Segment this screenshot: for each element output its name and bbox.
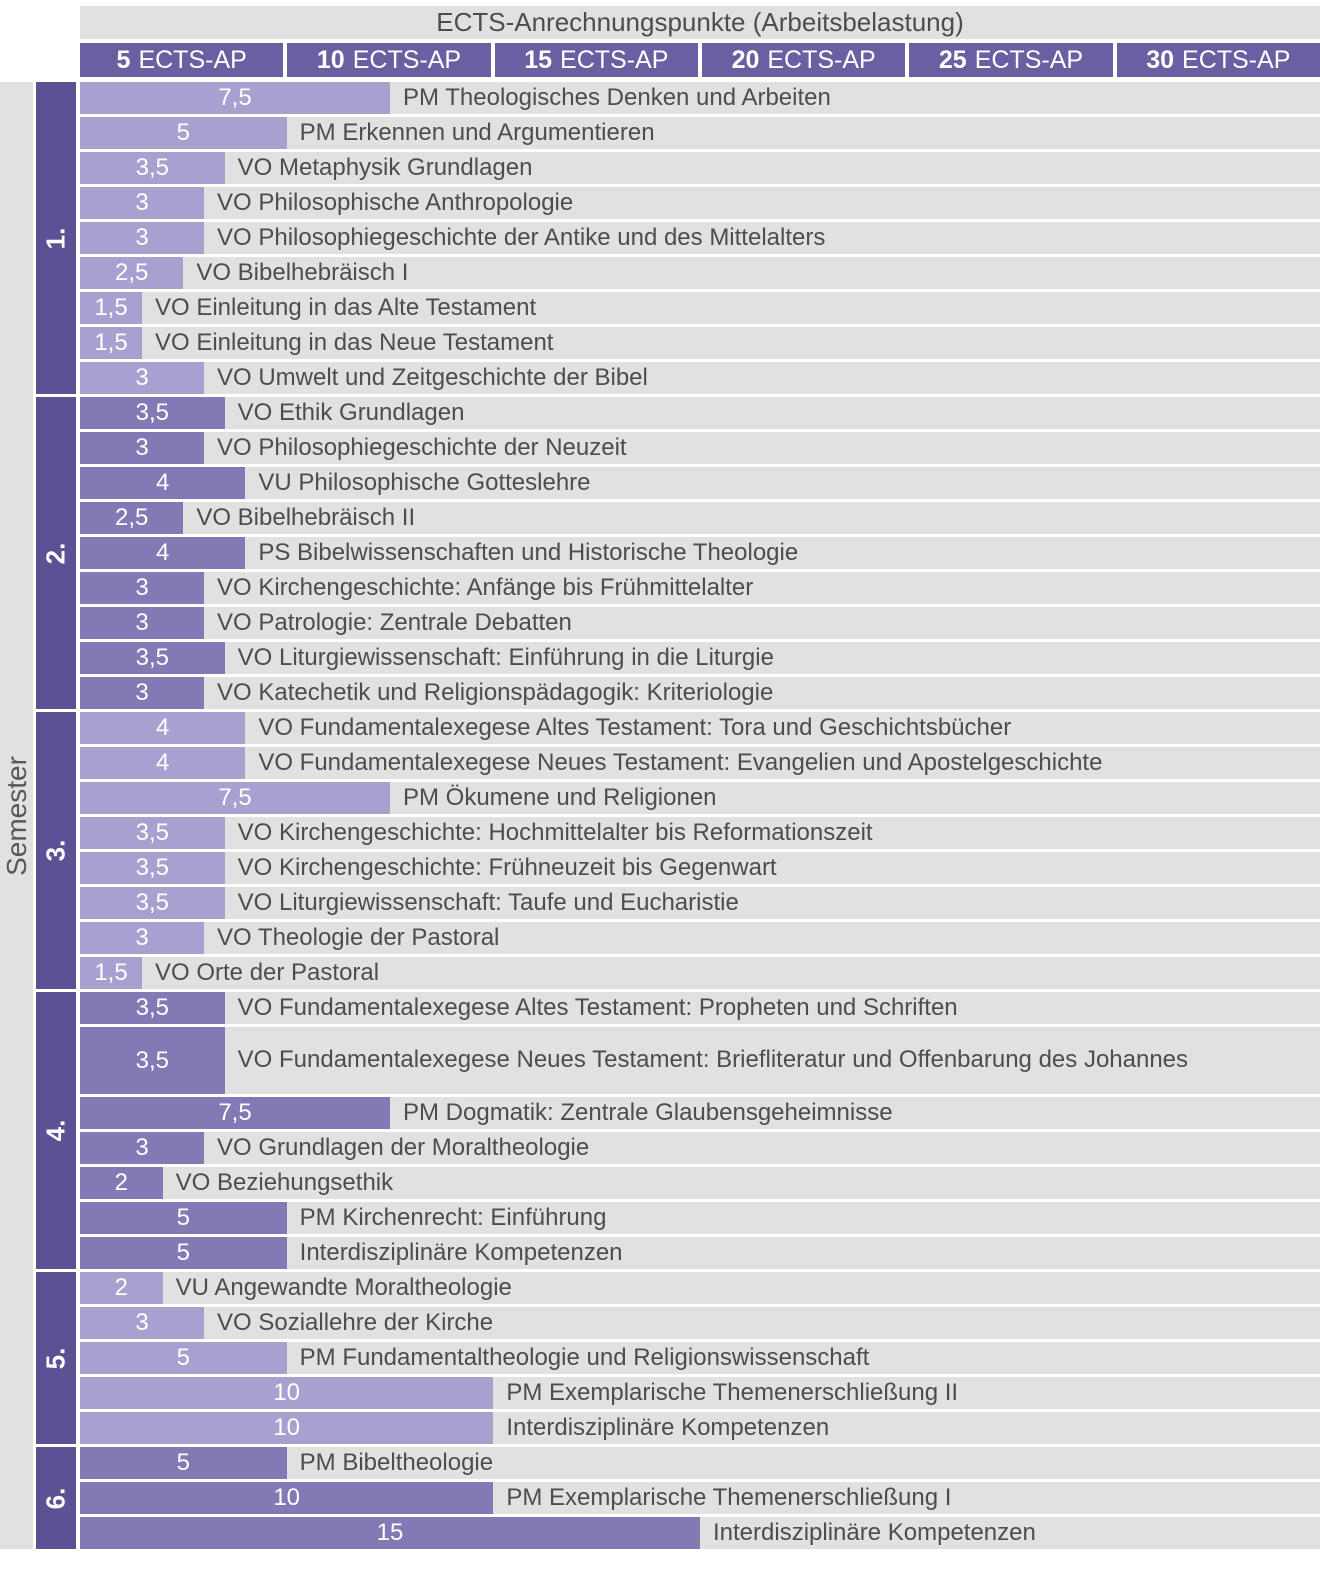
ects-bar <box>80 1342 287 1374</box>
ects-value: 3 <box>135 189 149 216</box>
course-row <box>80 1167 1320 1199</box>
course-label: PM Theologisches Denken und Arbeiten <box>403 83 831 111</box>
course-row <box>80 117 1320 149</box>
course-row <box>80 292 1320 324</box>
tick-suffix: ECTS-AP <box>767 45 876 74</box>
ects-value: 1,5 <box>94 294 128 321</box>
ects-value: 10 <box>273 1379 301 1406</box>
course-row <box>80 1097 1320 1129</box>
course-row <box>80 1517 1320 1549</box>
course-label: PS Bibelwissenschaften und Historische Theologie <box>258 538 799 566</box>
course-row <box>80 257 1320 289</box>
course-label: VO Kirchengeschichte: Frühneuzeit bis Gegenwart <box>237 853 777 881</box>
ects-bar <box>80 502 183 534</box>
course-row <box>80 537 1320 569</box>
course-label: VO Philosophiegeschichte der Antike und des Mittelalters <box>217 223 826 251</box>
course-label: Interdisziplinäre Kompetenzen <box>713 1518 1036 1546</box>
semester-block-1 <box>36 82 1320 394</box>
tick-number: 10 <box>316 45 345 74</box>
ects-value: 3 <box>135 679 149 706</box>
chart-title: ECTS-Anrechnungspunkte (Arbeitsbelastung) <box>436 7 964 37</box>
semester-rows <box>80 1447 1320 1549</box>
x-axis-tick-30 <box>1117 43 1320 77</box>
ects-value: 5 <box>176 119 190 146</box>
course-row <box>80 782 1320 814</box>
ects-value: 5 <box>176 1344 190 1371</box>
tick-number: 25 <box>938 45 967 74</box>
course-row <box>80 1272 1320 1304</box>
course-label: VO Theologie der Pastoral <box>217 923 500 951</box>
tick-suffix: ECTS-AP <box>560 45 669 74</box>
ects-value: 3 <box>135 364 149 391</box>
course-row <box>80 1027 1320 1094</box>
tick-number: 15 <box>524 45 553 74</box>
ects-value: 2 <box>114 1274 128 1301</box>
course-label: PM Kirchenrecht: Einführung <box>299 1203 607 1231</box>
ects-bar <box>80 957 142 989</box>
ects-bar <box>80 1097 390 1129</box>
ects-bar <box>80 1272 163 1304</box>
ects-value: 3,5 <box>135 399 170 426</box>
x-axis-tick-25 <box>909 43 1112 77</box>
course-label: VO Fundamentalexegese Altes Testament: Propheten und Schriften <box>237 993 958 1021</box>
semester-rows <box>80 82 1320 394</box>
semester-number-box <box>36 397 76 709</box>
ects-value: 3,5 <box>135 854 170 881</box>
ects-value: 7,5 <box>218 1099 252 1126</box>
ects-bar <box>80 1307 204 1339</box>
ects-bar <box>80 572 204 604</box>
ects-value: 4 <box>155 539 170 566</box>
semester-block-2 <box>36 397 1320 709</box>
course-label: VO Umwelt und Zeitgeschichte der Bibel <box>217 363 648 391</box>
ects-bar <box>80 677 204 709</box>
course-row <box>80 327 1320 359</box>
course-label: VU Angewandte Moraltheologie <box>175 1273 512 1301</box>
ects-bar <box>80 817 225 849</box>
semester-rows <box>80 397 1320 709</box>
ects-bar <box>80 432 204 464</box>
ects-value: 3 <box>135 434 149 461</box>
tick-number: 20 <box>731 45 760 74</box>
ects-value: 2,5 <box>114 504 149 531</box>
course-label: VO Beziehungsethik <box>175 1168 394 1196</box>
course-row <box>80 222 1320 254</box>
ects-bar <box>80 922 204 954</box>
course-row <box>80 432 1320 464</box>
course-row <box>80 152 1320 184</box>
course-row <box>80 502 1320 534</box>
course-row <box>80 992 1320 1024</box>
ects-value: 2,5 <box>114 259 149 286</box>
ects-value: 5 <box>176 1449 190 1476</box>
course-label: VO Grundlagen der Moraltheologie <box>217 1133 590 1161</box>
ects-bar <box>80 222 204 254</box>
course-label: VO Einleitung in das Neue Testament <box>155 328 554 356</box>
ects-value: 3 <box>135 224 149 251</box>
ects-bar <box>80 362 204 394</box>
course-label: VO Fundamentalexegese Altes Testament: Tora und Geschichtsbücher <box>258 713 1012 741</box>
course-label: VO Kirchengeschichte: Hochmittelalter bis Reformationszeit <box>237 818 873 846</box>
tick-suffix: ECTS-AP <box>974 45 1084 74</box>
course-row <box>80 1132 1320 1164</box>
ects-bar <box>80 1167 163 1199</box>
course-row <box>80 1342 1320 1374</box>
course-label: PM Bibeltheologie <box>299 1448 494 1476</box>
semester-rows <box>80 992 1320 1269</box>
ects-value: 15 <box>376 1519 404 1546</box>
ects-bar <box>80 257 183 289</box>
x-axis-tick-20 <box>702 43 905 77</box>
x-axis-tick-10 <box>287 43 490 77</box>
tick-suffix: ECTS-AP <box>1182 45 1291 74</box>
course-label: VO Liturgiewissenschaft: Einführung in die Liturgie <box>237 643 774 671</box>
ects-value: 3 <box>135 924 149 951</box>
course-row <box>80 607 1320 639</box>
course-label: VO Ethik Grundlagen <box>237 398 465 426</box>
ects-bar <box>80 852 225 884</box>
ects-bar <box>80 187 204 219</box>
ects-value: 1,5 <box>94 329 128 356</box>
course-label: VO Fundamentalexegese Neues Testament: Briefliteratur und Offenbarung des Johannes <box>237 1046 1189 1074</box>
ects-value: 3 <box>135 1309 149 1336</box>
course-row <box>80 1447 1320 1479</box>
course-row <box>80 747 1320 779</box>
ects-bar <box>80 607 204 639</box>
semester-number-box <box>36 992 76 1269</box>
ects-value: 4 <box>155 749 170 776</box>
course-row <box>80 82 1320 114</box>
semester-block-5 <box>36 1272 1320 1444</box>
semester-number-box <box>36 1272 76 1444</box>
ects-bar <box>80 1132 204 1164</box>
course-row <box>80 852 1320 884</box>
course-row <box>80 467 1320 499</box>
course-label: Interdisziplinäre Kompetenzen <box>506 1413 830 1441</box>
semester-number: 5. <box>40 1347 71 1369</box>
course-label: PM Erkennen und Argumentieren <box>299 118 655 146</box>
course-label: VU Philosophische Gotteslehre <box>258 468 591 496</box>
ects-bar <box>80 82 390 114</box>
semester-number: 4. <box>40 1119 71 1142</box>
semester-number: 6. <box>40 1487 71 1509</box>
course-row <box>80 1237 1320 1269</box>
course-label: VO Patrologie: Zentrale Debatten <box>217 608 572 636</box>
course-label: VO Metaphysik Grundlagen <box>237 153 533 181</box>
ects-bar <box>80 467 245 499</box>
ects-value: 10 <box>273 1484 301 1511</box>
x-axis-tick-15 <box>495 43 698 77</box>
ects-bar <box>80 152 225 184</box>
semester-number: 3. <box>40 839 71 862</box>
semester-number: 1. <box>40 227 71 249</box>
ects-value: 3,5 <box>135 154 170 181</box>
course-row <box>80 1377 1320 1409</box>
ects-value: 3,5 <box>135 889 170 916</box>
ects-value: 3,5 <box>135 1046 170 1074</box>
ects-bar <box>80 1517 700 1549</box>
course-label: PM Exemplarische Themenerschließung I <box>506 1483 952 1511</box>
ects-bar <box>80 712 245 744</box>
tick-number: 30 <box>1146 45 1175 74</box>
course-label: VO Kirchengeschichte: Anfänge bis Frühmittelalter <box>217 573 754 601</box>
course-row <box>80 1412 1320 1444</box>
course-label: PM Dogmatik: Zentrale Glaubensgeheimnisse <box>403 1098 893 1126</box>
ects-bar <box>80 1412 493 1444</box>
tick-number: 5 <box>116 45 131 74</box>
course-row <box>80 1482 1320 1514</box>
tick-suffix: ECTS-AP <box>138 45 247 74</box>
ects-bar <box>80 1377 493 1409</box>
ects-value: 7,5 <box>218 784 252 811</box>
ects-value: 5 <box>176 1239 190 1266</box>
ects-value: 2 <box>114 1169 128 1196</box>
course-row <box>80 1202 1320 1234</box>
course-row <box>80 922 1320 954</box>
course-label: PM Ökumene und Religionen <box>403 783 717 811</box>
semester-block-3 <box>36 712 1320 989</box>
course-label: VO Einleitung in das Alte Testament <box>155 293 537 321</box>
semester-rows <box>80 1272 1320 1444</box>
course-row <box>80 957 1320 989</box>
course-label: PM Fundamentaltheologie und Religionswissenschaft <box>299 1343 870 1371</box>
ects-bar <box>80 1202 287 1234</box>
ects-value: 3 <box>135 1134 149 1161</box>
course-row <box>80 362 1320 394</box>
course-label: VO Fundamentalexegese Neues Testament: Evangelien und Apostelgeschichte <box>258 748 1103 776</box>
course-row <box>80 677 1320 709</box>
ects-bar <box>80 117 287 149</box>
course-label: VO Liturgiewissenschaft: Taufe und Eucharistie <box>237 888 739 916</box>
ects-bar <box>80 782 390 814</box>
course-label: VO Philosophische Anthropologie <box>217 188 574 216</box>
course-label: PM Exemplarische Themenerschließung II <box>506 1378 959 1406</box>
semester-number-box <box>36 1447 76 1549</box>
ects-value: 5 <box>176 1204 190 1231</box>
semester-number: 2. <box>40 542 71 564</box>
ects-bar <box>80 327 142 359</box>
course-row <box>80 817 1320 849</box>
ects-bar <box>80 747 245 779</box>
course-label: VO Bibelhebräisch II <box>196 503 416 531</box>
ects-value: 3,5 <box>135 819 170 846</box>
y-axis-label: Semester <box>0 755 32 876</box>
ects-value: 4 <box>155 469 170 496</box>
semester-block-4 <box>36 992 1320 1269</box>
ects-value: 10 <box>273 1414 301 1441</box>
course-row <box>80 397 1320 429</box>
y-axis-strip <box>0 82 33 1549</box>
ects-value: 3 <box>135 609 149 636</box>
ects-bar <box>80 992 225 1024</box>
ects-bar <box>80 397 225 429</box>
course-row <box>80 712 1320 744</box>
course-row <box>80 642 1320 674</box>
ects-bar <box>80 292 142 324</box>
x-axis-header-row <box>80 43 1320 77</box>
course-label: VO Soziallehre der Kirche <box>217 1308 494 1336</box>
ects-value: 1,5 <box>94 959 128 986</box>
course-row <box>80 572 1320 604</box>
ects-bar <box>80 537 245 569</box>
x-axis-tick-5 <box>80 43 283 77</box>
semester-block-6 <box>36 1447 1320 1549</box>
course-row <box>80 187 1320 219</box>
ects-bar <box>80 1447 287 1479</box>
chart-title-band <box>80 6 1320 39</box>
ects-value: 3 <box>135 574 149 601</box>
ects-value: 4 <box>155 714 170 741</box>
course-label: VO Orte der Pastoral <box>155 958 380 986</box>
semester-rows <box>80 712 1320 989</box>
ects-bar <box>80 1027 225 1094</box>
course-label: VO Bibelhebräisch I <box>196 258 409 286</box>
ects-bar <box>80 642 225 674</box>
semester-number-box <box>36 712 76 989</box>
semester-number-box <box>36 82 76 394</box>
course-row <box>80 887 1320 919</box>
ects-value: 3,5 <box>135 644 170 671</box>
course-label: VO Katechetik und Religionspädagogik: Kriteriologie <box>217 678 774 706</box>
course-label: Interdisziplinäre Kompetenzen <box>299 1238 623 1266</box>
ects-value: 3,5 <box>135 994 170 1021</box>
ects-bar <box>80 1482 493 1514</box>
ects-bar <box>80 1237 287 1269</box>
semester-blocks <box>36 82 1320 1549</box>
tick-suffix: ECTS-AP <box>352 45 462 74</box>
ects-bar <box>80 887 225 919</box>
course-row <box>80 1307 1320 1339</box>
course-label: VO Philosophiegeschichte der Neuzeit <box>217 433 627 461</box>
ects-value: 7,5 <box>218 84 252 111</box>
